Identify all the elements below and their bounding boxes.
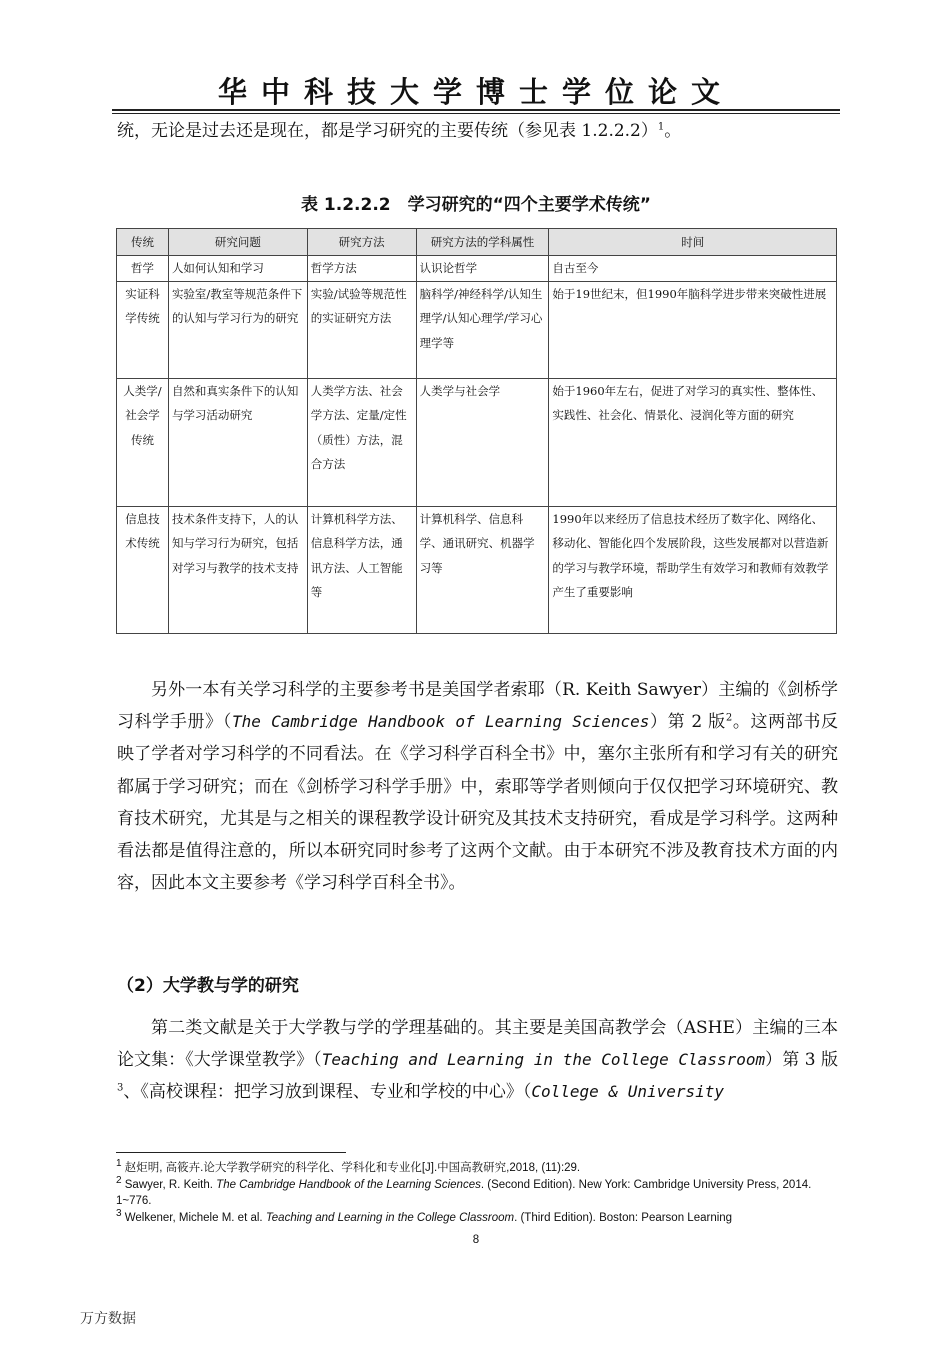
table-row: [117, 378, 837, 506]
book-title: The Cambridge Handbook of Learning Sciences: [231, 712, 650, 732]
table-cell: 始于19世纪末，但1990年脑科学进步带来突破性进展: [549, 281, 837, 378]
table-cell: 自然和真实条件下的认知与学习活动研究: [168, 378, 307, 506]
table-cell: 实验室/教室等规范条件下的认知与学习行为的研究: [168, 281, 307, 378]
header-cell: 研究方法的学科属性: [416, 229, 549, 256]
footnote-separator: [116, 1152, 346, 1153]
table-cell: 信息技术传统: [117, 506, 169, 633]
watermark-text: 万方数据: [80, 1311, 136, 1327]
footnote-3: $^3$ Welkener, Michele M. et al. Teaching and Learning in the College Classroom. (Third Edition). Boston: Pearson Learning: [116, 1207, 733, 1224]
table-cell: 计算机科学方法、信息科学方法，通讯方法、人工智能等: [307, 506, 416, 633]
table-cell: 计算机科学、信息科学、通讯研究、机器学习等: [416, 506, 549, 633]
footnote-ref-3: 3: [117, 1082, 124, 1094]
body-paragraph-2: 第二类文献是关于大学教与学的学理基础的。其主要是美国高教学会（ASHE）主编的三本论文集：《大学课堂教学》（Teaching and Learning in the College Classroom）第 3 版$^3$、《高校课程：把学习放到课程、专业和学校的中心》（College & University: [117, 1018, 839, 1103]
table-cell: 人类学/社会学传统: [117, 378, 169, 506]
continued-line: [117, 116, 837, 146]
table-header-row: [117, 229, 837, 256]
table-cell: 哲学方法: [307, 256, 416, 282]
header-cell: 研究问题: [168, 229, 307, 256]
table-caption: 表 1.2.2.2 学习研究的“四个主要学术传统”: [301, 195, 651, 215]
body-paragraph-1: 另外一本有关学习科学的主要参考书是美国学者索耶（R. Keith Sawyer）主编的《剑桥学习科学手册》（The Cambridge Handbook of Learning Sciences）第 2 版$^2$。这两部书反映了学者对学习科学的不同看法。在《学习科学百科全书》中，塞尔主张所有和学习有关的研究都属于学习研究；而在《剑桥学习科学手册》中，索耶等学者则倾向于仅仅把学习环境研究、教育技术研究，尤其是与之相关的课程教学设计研究及其技术支持研究，看成是学习科学。这两种看法都是值得注意的，所以本研究同时参考了这两个文献。由于本研究不涉及教育技术方面的内容，因此本文主要参考《学习科学百科全书》。: [117, 680, 839, 894]
thesis-header-title: 华中科技大学博士学位论文: [217, 75, 734, 109]
footnote-ref-1: 1: [657, 121, 665, 133]
header-rule-thin: [112, 113, 840, 114]
continued-line-text: 统，无论是过去还是现在，都是学习研究的主要传统（参见表 1.2.2.2）: [117, 121, 658, 141]
table-row: [117, 281, 837, 378]
table-cell: 技术条件支持下，人的认知与学习行为研究，包括对学习与教学的技术支持: [168, 506, 307, 633]
table-cell: 人如何认知和学习: [168, 256, 307, 282]
table-cell: 1990年以来经历了信息技术经历了数字化、网络化、移动化、智能化四个发展阶段，这些发展都对以营造新的学习与教学环境，帮助学生有效学习和教师有效教学产生了重要影响: [549, 506, 837, 633]
header-cell: 研究方法: [307, 229, 416, 256]
footnote-ref-2: 2: [725, 712, 733, 724]
header-cell: 时间: [549, 229, 837, 256]
table-row: [117, 506, 837, 633]
table-cell: 哲学: [117, 256, 169, 282]
book-title: College & University: [531, 1082, 725, 1102]
footnote-2: $^2$ Sawyer, R. Keith. The Cambridge Handbook of the Learning Sciences. (Second Edition). New York: Cambridge University Press, 2014. 1~776.: [116, 1174, 812, 1207]
table-cell: 实验/试验等规范性的实证研究方法: [307, 281, 416, 378]
section-subheading: （2）大学教与学的研究: [117, 976, 299, 996]
continued-line-end: 。: [664, 121, 682, 141]
table-row: [117, 256, 837, 282]
header-rule-thick: [112, 109, 840, 111]
footnote-1: $^1$ 赵炬明, 高筱卉.论大学教学研究的科学化、学科化和专业化[J].中国高教研究,2018, (11):29.: [116, 1158, 581, 1174]
table-cell: 实证科学传统: [117, 281, 169, 378]
table-cell: 脑科学/神经科学/认知生理学/认知心理学/学习心理学等: [416, 281, 549, 378]
footnotes: [116, 1160, 838, 1226]
traditions-table: [116, 228, 837, 634]
page-number: 8: [472, 1234, 480, 1246]
table-cell: 人类学与社会学: [416, 378, 549, 506]
book-title: Teaching and Learning in the College Classroom: [321, 1050, 766, 1070]
table-cell: 人类学方法、社会学方法、定量/定性（质性）方法，混合方法: [307, 378, 416, 506]
table-cell: 始于1960年左右，促进了对学习的真实性、整体性、实践性、社会化、情景化、浸润化等方面的研究: [549, 378, 837, 506]
table-cell: 认识论哲学: [416, 256, 549, 282]
table-cell: 自古至今: [549, 256, 837, 282]
header-cell: 传统: [117, 229, 169, 256]
